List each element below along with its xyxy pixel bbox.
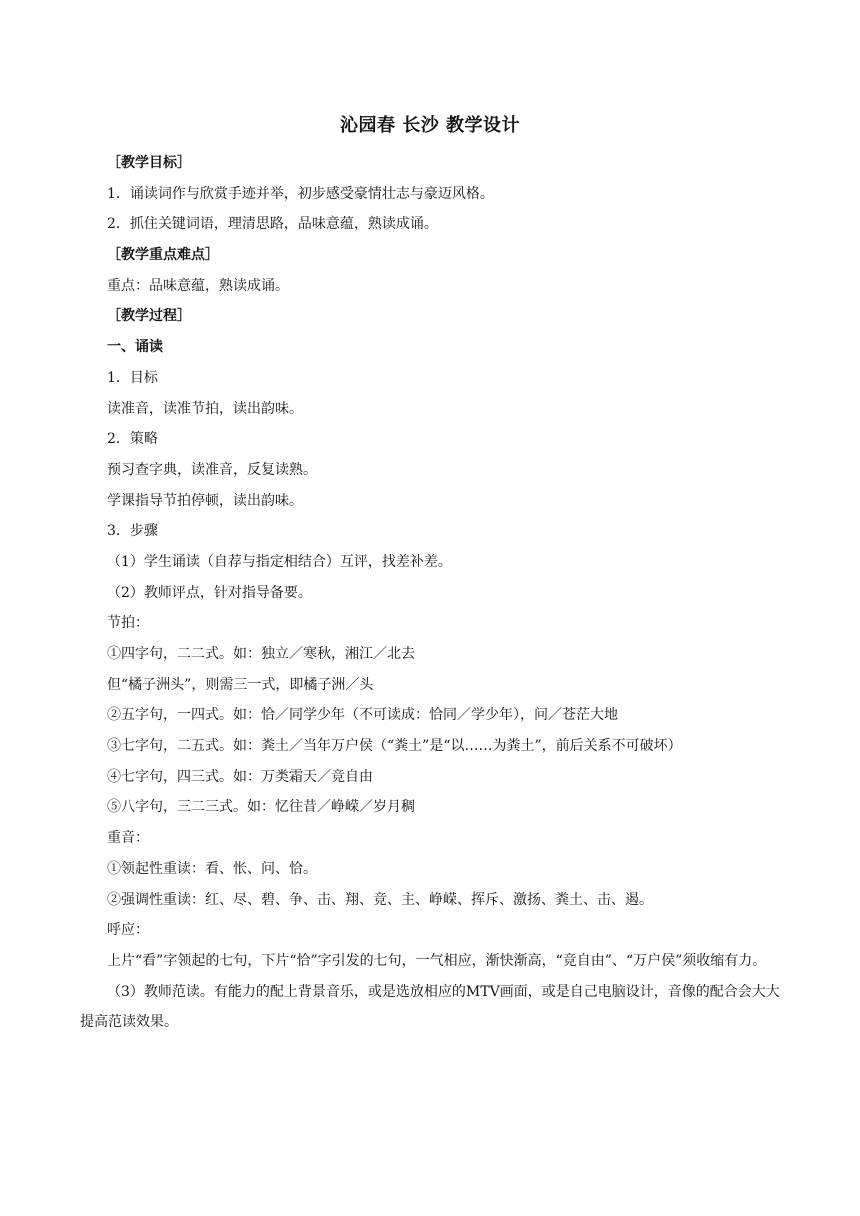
paragraph: 学课指导节拍停顿，读出韵味。 (107, 492, 303, 509)
paragraph: 2．抓住关键词语，理清思路，品味意蕴，熟读成诵。 (107, 216, 438, 233)
paragraph: ③七字句，二五式。如：粪土／当年万户侯（“粪土”是“以……为粪土”，前后关系不可破坏） (107, 738, 682, 755)
paragraph: 1．诵读词作与欣赏手迹并举，初步感受豪情壮志与豪迈风格。 (107, 185, 494, 202)
paragraph: ⑤八字句，三二三式。如：忆往昔／峥嵘／岁月稠 (107, 799, 415, 816)
paragraph: 上片“看”字领起的七句，下片“恰”字引发的七句，一气相应，渐快渐高，“竞自由”、“万户侯”须收缩有力。 (107, 952, 767, 969)
paragraph: ②强调性重读：红、尽、碧、争、击、翔、竞、主、峥嵘、挥斥、激扬、粪土、击、遏。 (107, 891, 653, 908)
paragraph: ①四字句，二二式。如：独立／寒秋，湘江／北去 (107, 646, 415, 662)
subsection-heading-recitation: 一、诵读 (107, 339, 163, 356)
paragraph: ②五字句，一四式。如：恰／同学少年（不可读成：恰同／学少年），问／苍茫大地 (107, 707, 618, 724)
paragraph: 预习查字典，读准音，反复读熟。 (107, 461, 317, 478)
document-title: 沁园春 长沙 教学设计 (339, 115, 521, 136)
paragraph: 3．步骤 (107, 523, 158, 540)
paragraph: 1．目标 (107, 369, 158, 386)
paragraph: （1）学生诵读（自荐与指定相结合）互评，找差补差。 (107, 553, 452, 570)
paragraph: 重点：品味意蕴，熟读成诵。 (107, 277, 289, 294)
paragraph: ①领起性重读：看、怅、问、恰。 (107, 860, 317, 877)
section-heading-objectives: ［教学目标］ (107, 155, 191, 171)
paragraph: 节拍： (107, 615, 149, 632)
paragraph: 但“橘子洲头”，则需三一式，即橘子洲／头 (107, 676, 374, 693)
document-body (80, 148, 780, 1038)
paragraph: 重音： (107, 830, 149, 847)
section-heading-process: ［教学过程］ (107, 308, 191, 325)
paragraph: ④七字句，四三式。如：万类霜天／竞自由 (107, 768, 373, 785)
paragraph: 读准音，读准节拍，读出韵味。 (107, 400, 303, 417)
paragraph: （2）教师评点，针对指导备要。 (107, 584, 312, 601)
paragraph: 呼应： (107, 922, 149, 939)
section-heading-key-points: ［教学重点难点］ (107, 247, 219, 264)
paragraph: 2．策略 (107, 431, 158, 448)
paragraph: （3）教师范读。有能力的配上背景音乐，或是选放相应的MTV画面，或是自己电脑设计，音像的配合会大大提高范读效果。 (80, 983, 780, 1031)
